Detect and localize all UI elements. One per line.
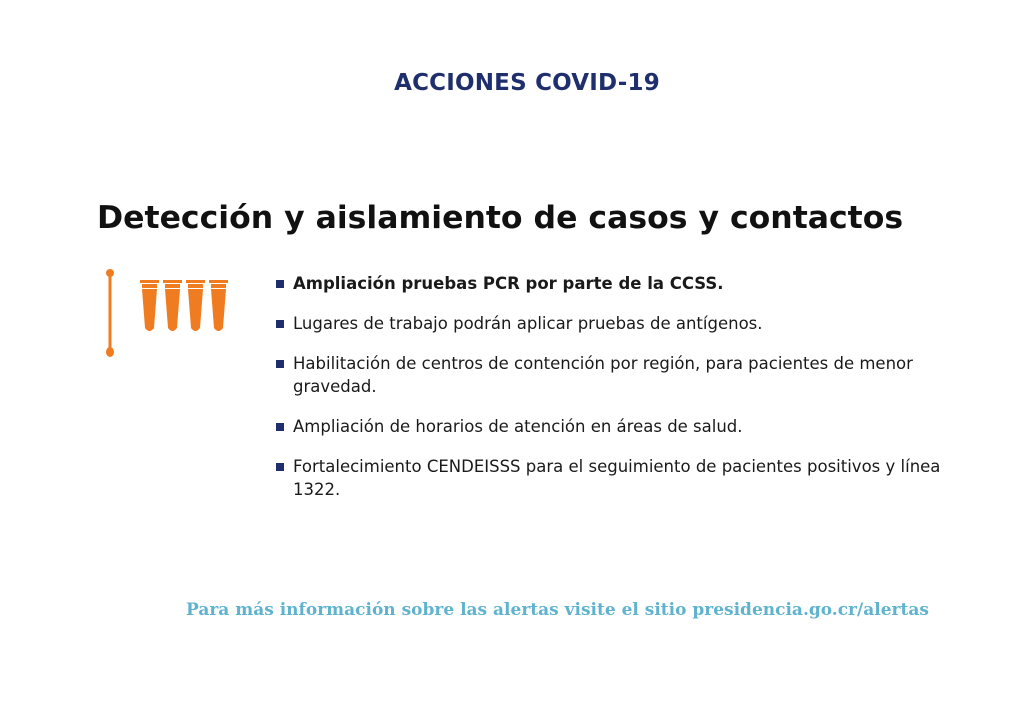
square-bullet-icon	[276, 423, 284, 431]
list-item-text: Lugares de trabajo podrán aplicar pruebas de antígenos.	[293, 314, 763, 333]
square-bullet-icon	[276, 360, 284, 368]
list-item-text: Ampliación pruebas PCR por parte de la CCSS.	[293, 274, 724, 293]
footer-info-text: Para más información sobre las alertas visite el sitio presidencia.go.cr/alertas	[186, 600, 929, 620]
square-bullet-icon	[276, 463, 284, 471]
list-item-text: Habilitación de centros de contención por región, para pacientes de menor gravedad.	[293, 354, 913, 396]
list-item	[276, 352, 956, 398]
list-item	[276, 272, 956, 295]
page-header-title: ACCIONES COVID-19	[394, 70, 660, 96]
section-title: Detección y aislamiento de casos y contactos	[97, 200, 904, 236]
swab-and-test-tubes-icon	[100, 268, 240, 363]
list-item-text: Fortalecimiento CENDEISSS para el seguimiento de pacientes positivos y línea 1322.	[293, 457, 941, 499]
list-item	[276, 455, 956, 501]
square-bullet-icon	[276, 320, 284, 328]
test-tubes-icon	[140, 280, 228, 331]
list-item	[276, 415, 956, 438]
list-item-text: Ampliación de horarios de atención en áreas de salud.	[293, 417, 743, 436]
swab-icon	[106, 269, 114, 357]
list-item	[276, 312, 956, 335]
square-bullet-icon	[276, 280, 284, 288]
actions-list	[276, 272, 956, 501]
